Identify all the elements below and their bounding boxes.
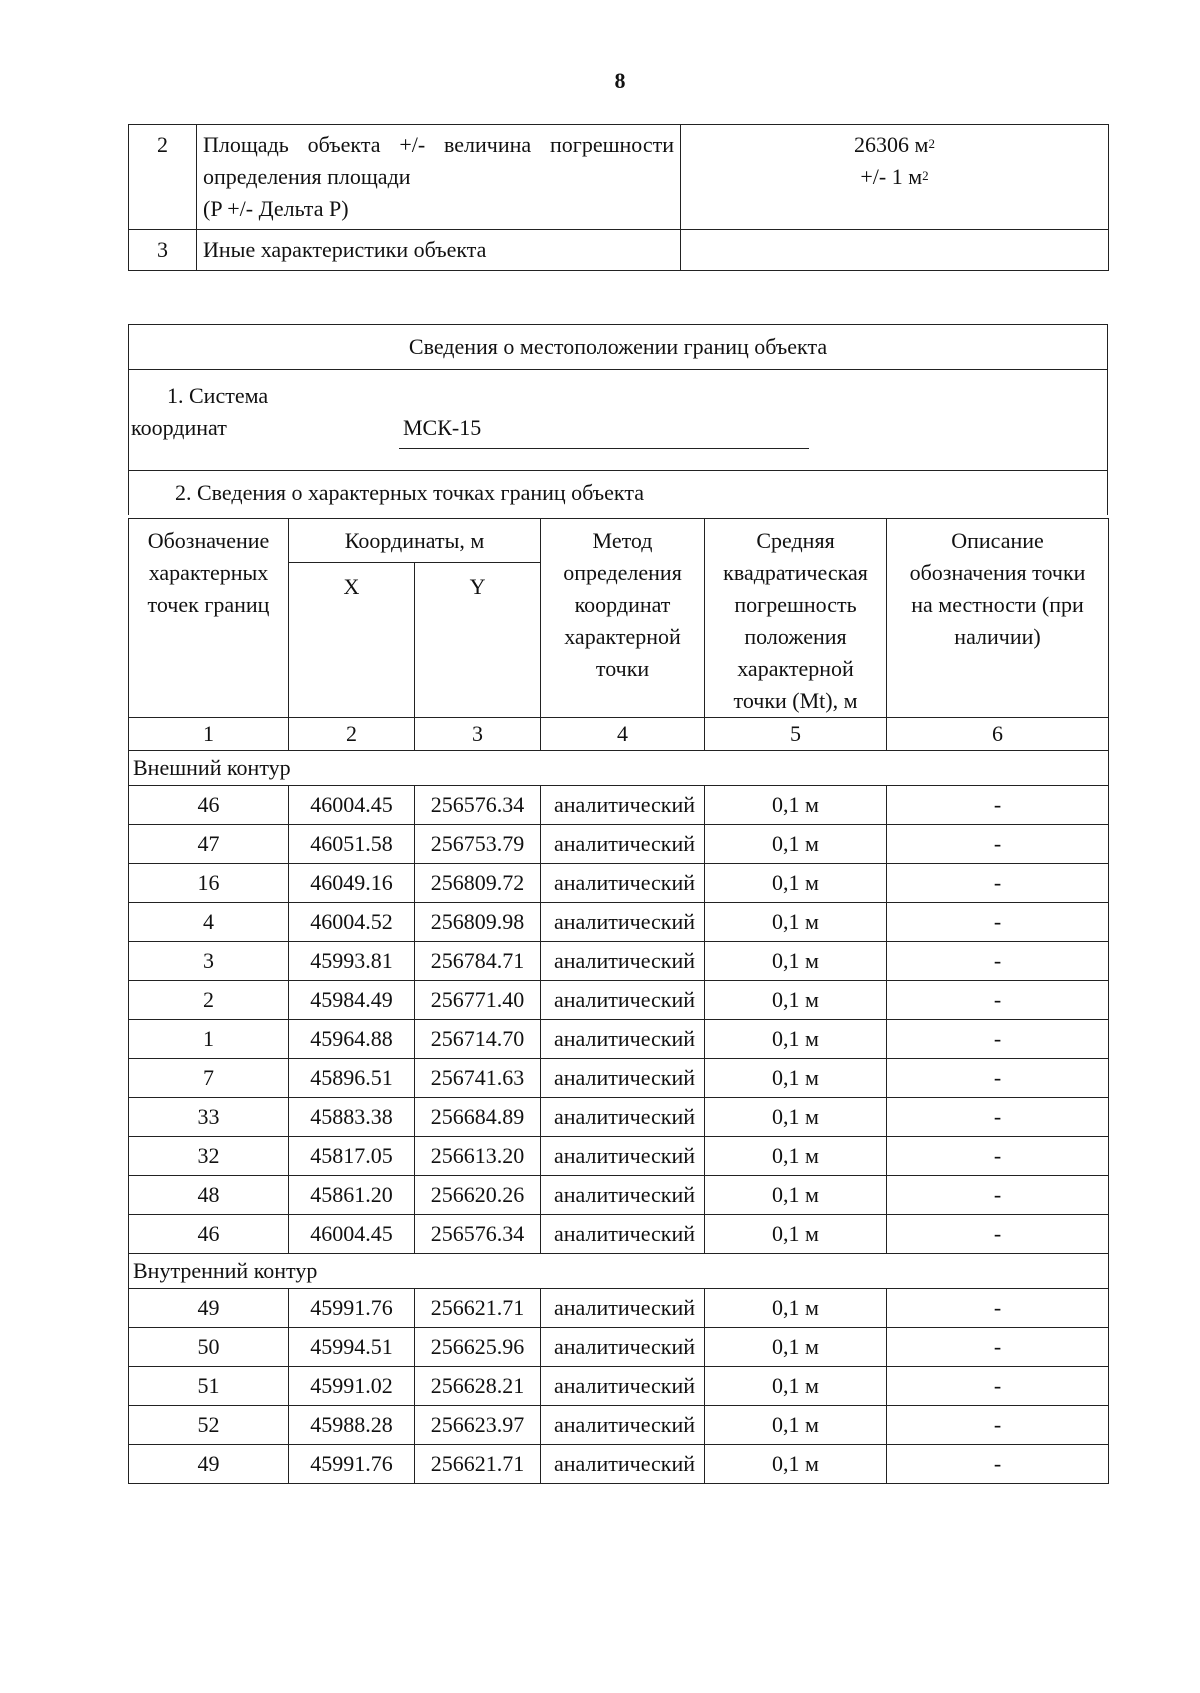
- coord-x: 45861.20: [289, 1176, 415, 1215]
- header-coordinates: Координаты, м: [289, 519, 541, 563]
- mean-error: 0,1 м: [705, 981, 887, 1020]
- coord-y: 256623.97: [415, 1406, 541, 1445]
- method: аналитический: [541, 942, 705, 981]
- method: аналитический: [541, 1176, 705, 1215]
- method: аналитический: [541, 1215, 705, 1254]
- header-line: Метод: [592, 528, 653, 553]
- table-row: [129, 825, 1109, 864]
- mean-error: 0,1 м: [705, 864, 887, 903]
- header-line: Описание: [951, 528, 1044, 553]
- characteristic-value: [681, 125, 1109, 230]
- characteristic-number: 2: [129, 125, 197, 230]
- contour-title: Внутренний контур: [129, 1254, 1109, 1289]
- point-id: 4: [129, 903, 289, 942]
- characteristic-number: 3: [129, 230, 197, 271]
- coord-x: 45817.05: [289, 1137, 415, 1176]
- coord-x: 45883.38: [289, 1098, 415, 1137]
- characteristic-row: [129, 125, 1109, 230]
- method: аналитический: [541, 1059, 705, 1098]
- header-x: X: [289, 563, 415, 718]
- coord-x: 45991.02: [289, 1367, 415, 1406]
- characteristic-text-line: (P +/- Дельта P): [203, 196, 349, 221]
- point-description: -: [887, 1059, 1109, 1098]
- column-index-row: [129, 718, 1109, 751]
- mean-error: 0,1 м: [705, 1289, 887, 1328]
- points-section-title: 2. Сведения о характерных точках границ объекта: [175, 480, 644, 505]
- coord-y: 256621.71: [415, 1445, 541, 1484]
- coord-x: 46049.16: [289, 864, 415, 903]
- column-index: 4: [541, 718, 705, 751]
- column-index: 5: [705, 718, 887, 751]
- mean-error: 0,1 м: [705, 1176, 887, 1215]
- header-line: погрешность: [734, 592, 857, 617]
- point-id: 7: [129, 1059, 289, 1098]
- point-description: -: [887, 1328, 1109, 1367]
- coordinate-system-value: МСК-15: [403, 415, 482, 440]
- table-row: [129, 864, 1109, 903]
- mean-error: 0,1 м: [705, 903, 887, 942]
- method: аналитический: [541, 903, 705, 942]
- point-description: -: [887, 864, 1109, 903]
- mean-error: 0,1 м: [705, 942, 887, 981]
- coord-y: 256809.98: [415, 903, 541, 942]
- point-id: 3: [129, 942, 289, 981]
- coord-x: 45991.76: [289, 1289, 415, 1328]
- boundary-points-table: [128, 518, 1109, 1484]
- header-line: наличии): [954, 624, 1041, 649]
- mean-error: 0,1 м: [705, 1059, 887, 1098]
- area-error: +/- 1 м: [860, 164, 923, 189]
- point-id: 1: [129, 1020, 289, 1059]
- point-id: 2: [129, 981, 289, 1020]
- point-id: 47: [129, 825, 289, 864]
- header-line: Средняя: [756, 528, 835, 553]
- method: аналитический: [541, 1289, 705, 1328]
- coord-y: 256625.96: [415, 1328, 541, 1367]
- method: аналитический: [541, 825, 705, 864]
- coord-x: 46051.58: [289, 825, 415, 864]
- table-row: [129, 1098, 1109, 1137]
- method: аналитический: [541, 1020, 705, 1059]
- point-description: -: [887, 1289, 1109, 1328]
- column-index: 3: [415, 718, 541, 751]
- area-unit-exponent: 2: [928, 136, 935, 151]
- coord-y: 256628.21: [415, 1367, 541, 1406]
- point-description: -: [887, 1406, 1109, 1445]
- point-id: 49: [129, 1289, 289, 1328]
- contour-title: Внешний контур: [129, 751, 1109, 786]
- mean-error: 0,1 м: [705, 1020, 887, 1059]
- method: аналитический: [541, 1137, 705, 1176]
- table-row: [129, 1020, 1109, 1059]
- object-characteristics-table: [128, 124, 1109, 271]
- point-description: -: [887, 1176, 1109, 1215]
- mean-error: 0,1 м: [705, 786, 887, 825]
- coord-x: 46004.52: [289, 903, 415, 942]
- point-description: -: [887, 981, 1109, 1020]
- point-id: 16: [129, 864, 289, 903]
- coord-x: 45896.51: [289, 1059, 415, 1098]
- header-line: характерных: [148, 560, 269, 585]
- point-description: -: [887, 825, 1109, 864]
- point-description: -: [887, 1137, 1109, 1176]
- header-description: [887, 519, 1109, 718]
- coord-x: 46004.45: [289, 786, 415, 825]
- coord-y: 256741.63: [415, 1059, 541, 1098]
- column-index: 6: [887, 718, 1109, 751]
- column-index: 1: [129, 718, 289, 751]
- coord-x: 45988.28: [289, 1406, 415, 1445]
- point-description: -: [887, 942, 1109, 981]
- method: аналитический: [541, 1367, 705, 1406]
- coord-x: 45994.51: [289, 1328, 415, 1367]
- characteristic-text-line: Иные характеристики объекта: [203, 237, 487, 262]
- characteristic-row: [129, 230, 1109, 271]
- column-index: 2: [289, 718, 415, 751]
- point-id: 52: [129, 1406, 289, 1445]
- header-line: точки (Mt), м: [733, 688, 858, 713]
- coord-y: 256576.34: [415, 786, 541, 825]
- coord-y: 256576.34: [415, 1215, 541, 1254]
- coord-x: 45964.88: [289, 1020, 415, 1059]
- header-line: обозначения точки: [909, 560, 1086, 585]
- header-y: Y: [415, 563, 541, 718]
- table-row: [129, 1176, 1109, 1215]
- point-id: 46: [129, 1215, 289, 1254]
- coord-y: 256753.79: [415, 825, 541, 864]
- point-description: -: [887, 903, 1109, 942]
- coord-y: 256771.40: [415, 981, 541, 1020]
- header-error: [705, 519, 887, 718]
- mean-error: 0,1 м: [705, 1215, 887, 1254]
- mean-error: 0,1 м: [705, 1406, 887, 1445]
- point-id: 51: [129, 1367, 289, 1406]
- coord-x: 45993.81: [289, 942, 415, 981]
- method: аналитический: [541, 1328, 705, 1367]
- table-row: [129, 903, 1109, 942]
- table-row: [129, 1289, 1109, 1328]
- coord-y: 256684.89: [415, 1098, 541, 1137]
- table-row: [129, 1367, 1109, 1406]
- characteristic-value: [681, 230, 1109, 271]
- method: аналитический: [541, 1406, 705, 1445]
- point-description: -: [887, 1098, 1109, 1137]
- method: аналитический: [541, 1098, 705, 1137]
- point-id: 33: [129, 1098, 289, 1137]
- coord-y: 256621.71: [415, 1289, 541, 1328]
- coord-y: 256809.72: [415, 864, 541, 903]
- characteristic-text: [197, 125, 681, 230]
- location-section: [128, 324, 1108, 515]
- error-unit-exponent: 2: [922, 168, 929, 183]
- table-row: [129, 1328, 1109, 1367]
- characteristic-text-line: Площадь объекта +/- величина погрешности: [203, 132, 674, 157]
- point-description: -: [887, 1020, 1109, 1059]
- location-title: Сведения о местоположении границ объекта: [129, 325, 1107, 370]
- point-description: -: [887, 1215, 1109, 1254]
- table-row: [129, 942, 1109, 981]
- coordinate-system-underline: [399, 448, 809, 449]
- mean-error: 0,1 м: [705, 1137, 887, 1176]
- method: аналитический: [541, 1445, 705, 1484]
- header-line: квадратическая: [723, 560, 868, 585]
- table-row: [129, 1137, 1109, 1176]
- header-line: Обозначение: [147, 528, 270, 553]
- header-line: точек границ: [147, 592, 270, 617]
- coord-y: 256620.26: [415, 1176, 541, 1215]
- header-line: характерной: [737, 656, 854, 681]
- header-line: определения: [563, 560, 682, 585]
- coord-x: 45991.76: [289, 1445, 415, 1484]
- header-line: характерной: [564, 624, 681, 649]
- method: аналитический: [541, 864, 705, 903]
- coordinate-system-row: [129, 370, 1107, 471]
- coord-y: 256613.20: [415, 1137, 541, 1176]
- mean-error: 0,1 м: [705, 1367, 887, 1406]
- table-row: [129, 1406, 1109, 1445]
- area-value: 26306 м: [854, 132, 929, 157]
- mean-error: 0,1 м: [705, 1445, 887, 1484]
- point-id: 49: [129, 1445, 289, 1484]
- table-row: [129, 1215, 1109, 1254]
- coord-x: 45984.49: [289, 981, 415, 1020]
- coordinate-system-label: 1. Система: [167, 383, 269, 408]
- mean-error: 0,1 м: [705, 825, 887, 864]
- contour-section-row: [129, 751, 1109, 786]
- table-row: [129, 1445, 1109, 1484]
- header-line: на местности (при: [911, 592, 1084, 617]
- characteristic-text-line: определения площади: [203, 164, 411, 189]
- coord-y: 256714.70: [415, 1020, 541, 1059]
- coordinate-system-label-cont: координат: [131, 415, 227, 440]
- header-line: положения: [744, 624, 847, 649]
- method: аналитический: [541, 981, 705, 1020]
- point-id: 32: [129, 1137, 289, 1176]
- table-header-row: [129, 519, 1109, 563]
- point-description: -: [887, 786, 1109, 825]
- header-method: [541, 519, 705, 718]
- header-designation: [129, 519, 289, 718]
- table-row: [129, 786, 1109, 825]
- page-number: 8: [614, 68, 626, 93]
- method: аналитический: [541, 786, 705, 825]
- contour-section-row: [129, 1254, 1109, 1289]
- point-description: -: [887, 1445, 1109, 1484]
- header-line: координат: [574, 592, 671, 617]
- header-line: точки: [595, 656, 650, 681]
- point-id: 48: [129, 1176, 289, 1215]
- mean-error: 0,1 м: [705, 1098, 887, 1137]
- coord-y: 256784.71: [415, 942, 541, 981]
- point-id: 46: [129, 786, 289, 825]
- table-row: [129, 981, 1109, 1020]
- table-row: [129, 1059, 1109, 1098]
- point-id: 50: [129, 1328, 289, 1367]
- mean-error: 0,1 м: [705, 1328, 887, 1367]
- characteristic-text: [197, 230, 681, 271]
- coord-x: 46004.45: [289, 1215, 415, 1254]
- point-description: -: [887, 1367, 1109, 1406]
